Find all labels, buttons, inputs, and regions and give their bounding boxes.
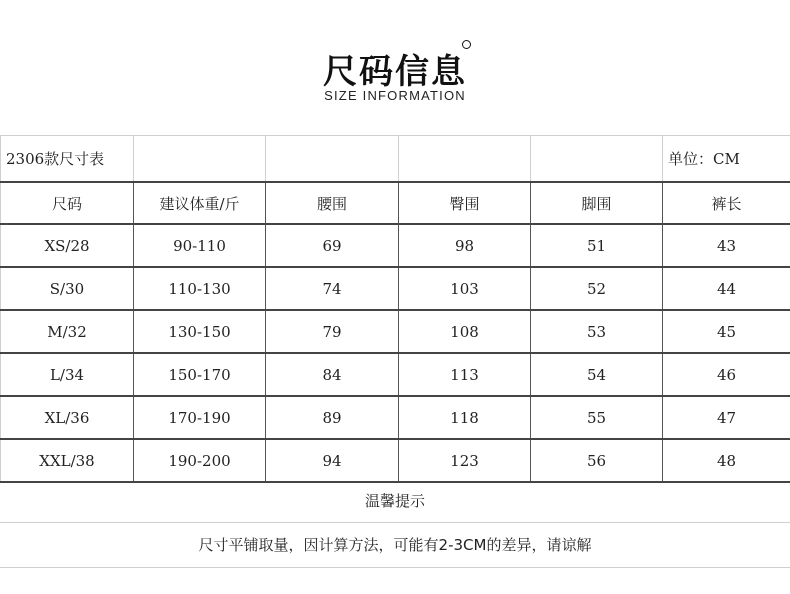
column-header: 尺码	[1, 182, 134, 224]
table-row	[1, 310, 790, 353]
page-title: 尺码信息	[323, 52, 467, 92]
empty-cell	[531, 136, 663, 183]
table-header-row	[1, 182, 790, 224]
table-cell: M/32	[1, 310, 134, 353]
table-cell: 47	[663, 396, 790, 439]
tips-text: 尺寸平铺取量，因计算方法，可能有2-3CM的差异，请谅解	[0, 523, 790, 568]
column-header: 臀围	[399, 182, 531, 224]
table-cell: 53	[531, 310, 663, 353]
table-cell: XXL/38	[1, 439, 134, 482]
table-cell: XL/36	[1, 396, 134, 439]
table-cell: 110-130	[134, 267, 266, 310]
table-cell: 118	[399, 396, 531, 439]
table-cell: S/30	[1, 267, 134, 310]
table-cell: 69	[266, 224, 399, 267]
table-cell: 48	[663, 439, 790, 482]
size-table	[0, 135, 790, 483]
table-cell: 113	[399, 353, 531, 396]
table-cell: 46	[663, 353, 790, 396]
table-cell: 98	[399, 224, 531, 267]
table-row	[1, 439, 790, 482]
table-cell: 56	[531, 439, 663, 482]
empty-cell	[134, 136, 266, 183]
unit-label: 单位：CM	[663, 136, 790, 183]
table-cell: 90-110	[134, 224, 266, 267]
table-caption-row	[1, 136, 790, 183]
column-header: 裤长	[663, 182, 790, 224]
table-cell: 55	[531, 396, 663, 439]
table-cell: 150-170	[134, 353, 266, 396]
table-cell: 44	[663, 267, 790, 310]
column-header: 脚围	[531, 182, 663, 224]
size-table-area	[0, 135, 790, 483]
table-row	[1, 396, 790, 439]
table-row	[1, 267, 790, 310]
table-cell: 123	[399, 439, 531, 482]
table-cell: XS/28	[1, 224, 134, 267]
table-cell: 89	[266, 396, 399, 439]
empty-cell	[399, 136, 531, 183]
column-header: 建议体重/斤	[134, 182, 266, 224]
table-cell: 94	[266, 439, 399, 482]
table-cell: 45	[663, 310, 790, 353]
empty-cell	[266, 136, 399, 183]
table-row	[1, 224, 790, 267]
table-cell: 51	[531, 224, 663, 267]
table-cell: 84	[266, 353, 399, 396]
title-circle-decoration	[462, 40, 471, 49]
table-cell: 130-150	[134, 310, 266, 353]
model-label: 2306款尺寸表	[1, 136, 134, 183]
table-cell: 170-190	[134, 396, 266, 439]
column-header: 腰围	[266, 182, 399, 224]
table-cell: 190-200	[134, 439, 266, 482]
table-cell: 54	[531, 353, 663, 396]
table-cell: 74	[266, 267, 399, 310]
tips-title: 温馨提示	[0, 480, 790, 523]
table-cell: L/34	[1, 353, 134, 396]
table-row	[1, 353, 790, 396]
table-cell: 79	[266, 310, 399, 353]
table-cell: 52	[531, 267, 663, 310]
header	[0, 0, 790, 135]
page-subtitle: SIZE INFORMATION	[324, 88, 466, 103]
table-cell: 103	[399, 267, 531, 310]
table-cell: 43	[663, 224, 790, 267]
table-cell: 108	[399, 310, 531, 353]
